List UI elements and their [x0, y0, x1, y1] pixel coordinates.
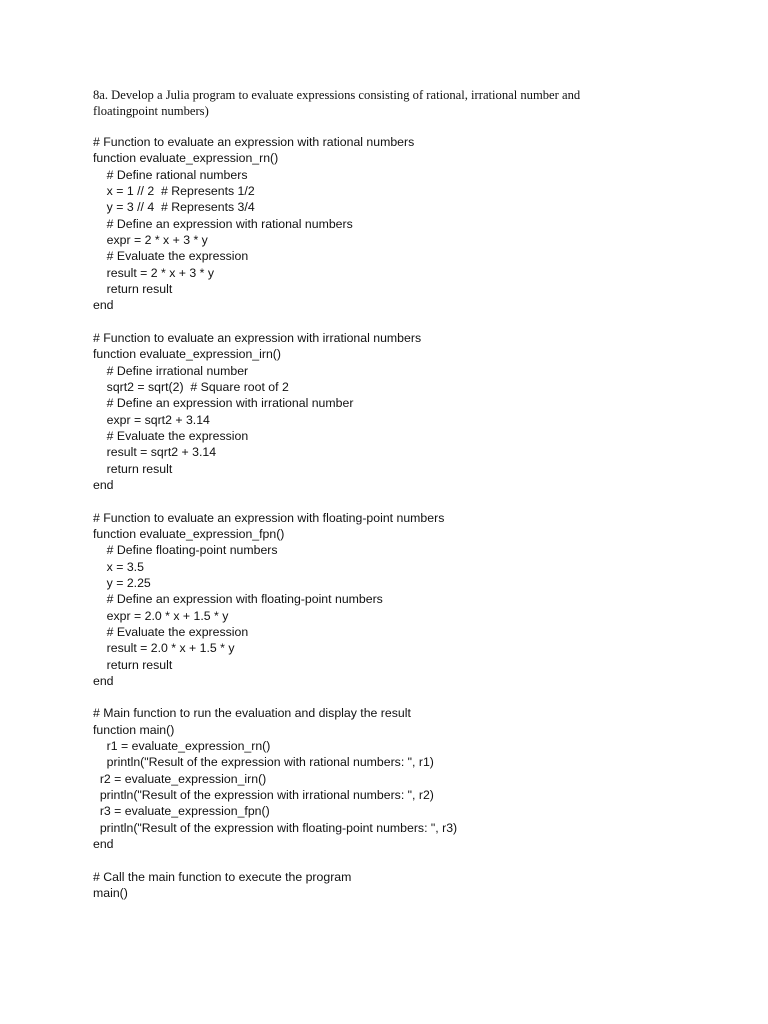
code-line: main() [93, 886, 128, 901]
code-line: # Function to evaluate an expression with floating-point numbers [93, 510, 445, 525]
code-block [93, 134, 713, 901]
code-line: function evaluate_expression_fpn() [93, 526, 285, 541]
code-line: # Main function to run the evaluation and display the result [93, 706, 411, 721]
code-line: # Define an expression with floating-point numbers [93, 592, 383, 607]
code-line: # Define an expression with rational numbers [93, 216, 353, 231]
code-line: end [93, 477, 114, 492]
code-line: # Call the main function to execute the program [93, 869, 352, 884]
code-line: y = 2.25 [93, 575, 151, 590]
code-line: # Function to evaluate an expression with irrational numbers [93, 330, 422, 345]
document-title [93, 87, 653, 119]
code-line: result = sqrt2 + 3.14 [93, 445, 217, 460]
code-line: expr = sqrt2 + 3.14 [93, 412, 210, 427]
code-line: # Evaluate the expression [93, 428, 249, 443]
title-line-1: 8a. Develop a Julia program to evaluate expressions consisting of rational, irrational number and [93, 88, 581, 102]
code-line: return result [93, 281, 173, 296]
code-line: end [93, 837, 114, 852]
code-line: expr = 2.0 * x + 1.5 * y [93, 608, 229, 623]
code-line: end [93, 673, 114, 688]
code-line: function main() [93, 722, 175, 737]
code-line: expr = 2 * x + 3 * y [93, 232, 208, 247]
code-line: # Evaluate the expression [93, 249, 249, 264]
code-line: println("Result of the expression with irrational numbers: ", r2) [93, 788, 434, 803]
code-line: return result [93, 461, 173, 476]
blank-line [93, 493, 713, 509]
blank-line [93, 314, 713, 330]
code-line: # Evaluate the expression [93, 624, 249, 639]
code-line: x = 1 // 2 # Represents 1/2 [93, 183, 255, 198]
code-line: # Define rational numbers [93, 167, 248, 182]
code-line: result = 2 * x + 3 * y [93, 265, 214, 280]
code-line: r2 = evaluate_expression_irn() [93, 771, 267, 786]
code-line: # Define irrational number [93, 363, 249, 378]
code-line: result = 2.0 * x + 1.5 * y [93, 641, 235, 656]
blank-line [93, 852, 713, 868]
code-line: x = 3.5 [93, 559, 144, 574]
code-line: println("Result of the expression with floating-point numbers: ", r3) [93, 820, 458, 835]
code-line: sqrt2 = sqrt(2) # Square root of 2 [93, 379, 289, 394]
code-line: end [93, 298, 114, 313]
code-line: y = 3 // 4 # Represents 3/4 [93, 200, 255, 215]
blank-line [93, 689, 713, 705]
code-line: r1 = evaluate_expression_rn() [93, 739, 271, 754]
code-line: r3 = evaluate_expression_fpn() [93, 804, 270, 819]
code-line: # Define an expression with irrational number [93, 396, 354, 411]
code-line: # Define floating-point numbers [93, 543, 278, 558]
code-line: println("Result of the expression with rational numbers: ", r1) [93, 755, 434, 770]
code-line: # Function to evaluate an expression with rational numbers [93, 135, 415, 149]
title-line-2: floatingpoint numbers) [93, 104, 209, 118]
code-line: function evaluate_expression_rn() [93, 151, 279, 166]
code-line: return result [93, 657, 173, 672]
code-line: function evaluate_expression_irn() [93, 347, 281, 362]
